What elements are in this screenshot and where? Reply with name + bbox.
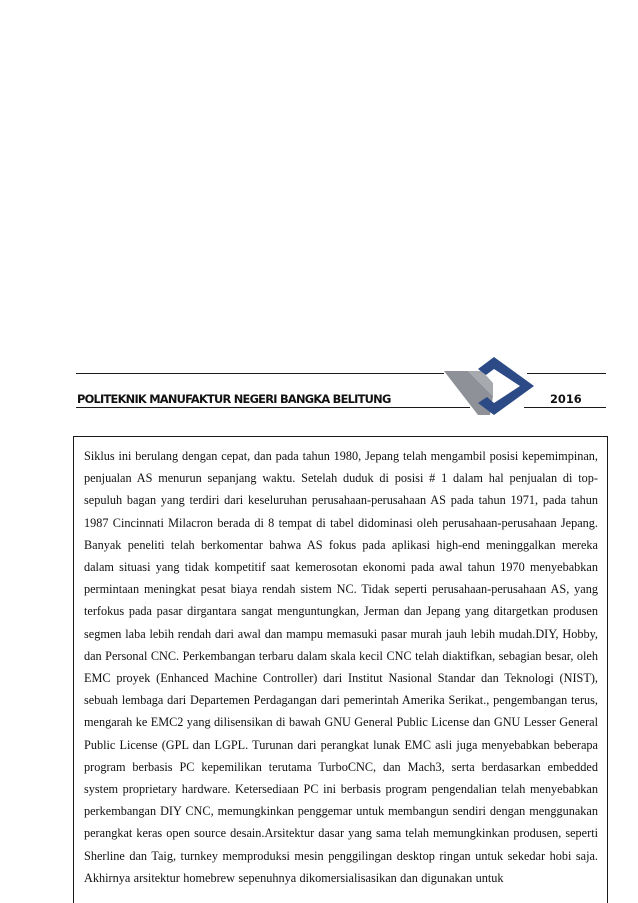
content-text-box: [73, 436, 608, 903]
header-institution-name: POLITEKNIK MANUFAKTUR NEGERI BANGKA BELITUNG: [77, 392, 391, 406]
polman-babel-logo-icon: [438, 355, 550, 417]
body-paragraph: Siklus ini berulang dengan cepat, dan pada tahun 1980, Jepang telah mengambil posisi kepemimpinan, penjualan AS menurun sepanjang waktu. Setelah duduk di posisi # 1 dalam hal penjualan di top-sepuluh bagan yang terdiri dari keseluruhan perusahaan-perusahaan AS pada tahun 1971, pada tahun 1987 Cincinnati Milacron berada di 8 tempat di tabel didominasi oleh perusahaan-perusahaan Jepang. Banyak peneliti telah berkomentar bahwa AS fokus pada aplikasi high-end meninggalkan mereka dalam situasi yang tidak kompetitif saat kemerosotan ekonomi pada awal tahun 1970 menyebabkan permintaan meningkat pesat biaya rendah sistem NC. Tidak seperti perusahaan-perusahaan AS, yang terfokus pada pasar dirgantara sangat menguntungkan, Jerman dan Jepang yang ditargetkan produsen segmen laba lebih rendah dari awal dan mampu memasuki pasar murah jauh lebih mudah.DIY, Hobby, dan Personal CNC. Perkembangan terbaru dalam skala kecil CNC telah diaktifkan, sebagian besar, oleh EMC proyek (Enhanced Machine Controller) dari Institut Nasional Standar dan Teknologi (NIST), sebuah lembaga dari Departemen Perdagangan dari pemerintah Amerika Serikat., pengembangan terus, mengarah ke EMC2 yang dilisensikan di bawah GNU General Public License dan GNU Lesser General Public License (GPL dan LGPL. Turunan dari perangkat lunak EMC asli juga menyebabkan beberapa program berbasis PC kepemilikan terutama TurboCNC, dan Mach3, serta berdasarkan embedded system proprietary hardware. Ketersediaan PC ini berbasis program pengendalian telah menyebabkan perkembangan DIY CNC, memungkinkan penggemar untuk membangun sendiri dengan menggunakan perangkat keras open source desain.Arsitektur dasar yang sama telah memungkinkan produsen, seperti Sherline dan Taig, turnkey memproduksi mesin penggilingan desktop ringan untuk sekedar hobi saja. Akhirnya arsitektur homebrew sepenuhnya dikomersialisasikan dan digunakan untuk: [84, 449, 598, 885]
header-year: 2016: [550, 392, 582, 406]
header-bottom-rule-left: [76, 407, 470, 408]
header-top-rule-left: [76, 373, 444, 374]
